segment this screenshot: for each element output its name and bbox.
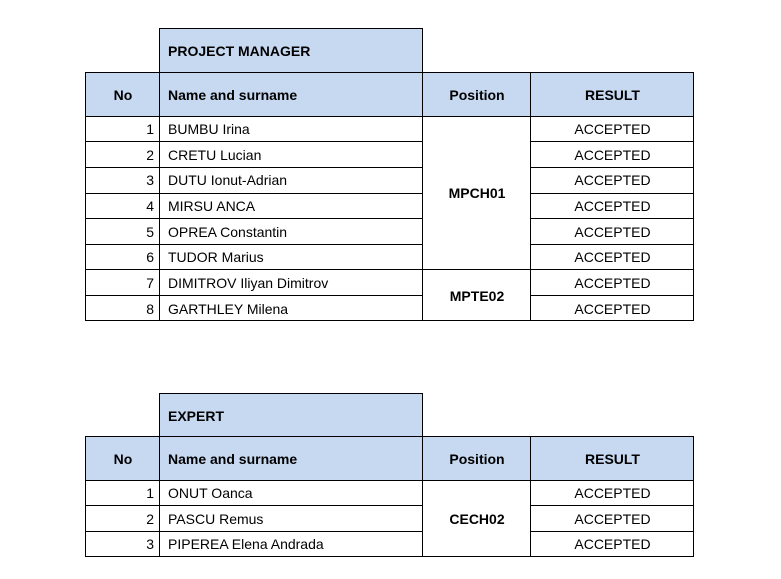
row-name: PIPEREA Elena Andrada xyxy=(168,536,324,552)
header-position: Position xyxy=(423,437,531,480)
grid-line xyxy=(422,28,423,73)
grid-line xyxy=(86,141,423,142)
grid-line xyxy=(530,72,531,321)
row-no: 2 xyxy=(146,146,154,163)
position-code: CECH02 xyxy=(449,510,505,527)
row-name: TUDOR Marius xyxy=(168,249,264,265)
row-result: ACCEPTED xyxy=(574,249,651,265)
grid-line xyxy=(422,436,423,557)
grid-line xyxy=(86,531,423,532)
grid-line xyxy=(530,436,531,557)
grid-line xyxy=(86,244,423,245)
header-name: Name and surname xyxy=(160,437,423,480)
row-name: CRETU Lucian xyxy=(168,146,262,163)
row-name: OPREA Constantin xyxy=(168,223,288,240)
grid-line xyxy=(86,116,694,117)
table-title: EXPERT xyxy=(160,394,423,437)
grid-line xyxy=(422,72,423,321)
row-name: GARTHLEY Milena xyxy=(168,300,289,317)
grid-line xyxy=(693,436,694,557)
row-result: ACCEPTED xyxy=(574,510,651,527)
row-name: DUTU Ionut-Adrian xyxy=(168,172,288,188)
grid-line xyxy=(422,393,423,437)
grid-line xyxy=(531,167,694,168)
grid-line xyxy=(693,72,694,321)
grid-line xyxy=(86,556,694,557)
row-result: ACCEPTED xyxy=(574,275,651,291)
grid-line xyxy=(531,531,694,532)
header-position: Position xyxy=(423,73,531,116)
row-result: ACCEPTED xyxy=(574,536,651,552)
row-no: 3 xyxy=(146,172,154,188)
grid-line xyxy=(86,320,694,321)
table-title: PROJECT MANAGER xyxy=(160,29,423,72)
grid-line xyxy=(86,218,423,219)
grid-line xyxy=(86,295,423,296)
row-no: 5 xyxy=(146,223,154,240)
row-name: ONUT Oanca xyxy=(168,485,253,501)
row-result: ACCEPTED xyxy=(574,172,651,188)
row-name: PASCU Remus xyxy=(168,510,264,527)
row-result: ACCEPTED xyxy=(574,485,651,501)
grid-line xyxy=(531,141,694,142)
header-name: Name and surname xyxy=(160,73,423,116)
row-no: 7 xyxy=(146,275,154,291)
grid-line xyxy=(86,269,694,270)
grid-line xyxy=(86,436,694,437)
grid-line xyxy=(159,436,160,557)
row-no: 2 xyxy=(146,510,154,527)
header-no: No xyxy=(86,437,160,480)
position-code: MPTE02 xyxy=(449,287,505,304)
row-no: 1 xyxy=(146,121,154,137)
grid-line xyxy=(531,505,694,506)
grid-line xyxy=(86,505,423,506)
grid-line xyxy=(85,436,86,557)
position-code: MPCH01 xyxy=(448,185,506,201)
row-name: DIMITROV Iliyan Dimitrov xyxy=(168,275,329,291)
header-result: RESULT xyxy=(531,437,694,480)
row-no: 3 xyxy=(146,536,154,552)
row-result: ACCEPTED xyxy=(574,300,651,317)
header-result: RESULT xyxy=(531,73,694,116)
grid-line xyxy=(531,295,694,296)
row-result: ACCEPTED xyxy=(574,146,651,163)
grid-line xyxy=(159,28,423,29)
row-no: 1 xyxy=(146,485,154,501)
grid-line xyxy=(531,193,694,194)
grid-line xyxy=(159,72,160,321)
grid-line xyxy=(159,393,160,437)
row-result: ACCEPTED xyxy=(574,121,651,137)
grid-line xyxy=(85,72,86,321)
grid-line xyxy=(86,167,423,168)
row-result: ACCEPTED xyxy=(574,198,651,214)
header-no: No xyxy=(86,73,160,116)
grid-line xyxy=(531,244,694,245)
grid-line xyxy=(531,218,694,219)
row-no: 6 xyxy=(146,249,154,265)
row-name: BUMBU Irina xyxy=(168,121,250,137)
row-no: 8 xyxy=(146,300,154,317)
grid-line xyxy=(159,393,423,394)
grid-line xyxy=(86,193,423,194)
row-name: MIRSU ANCA xyxy=(168,198,256,214)
row-no: 4 xyxy=(146,198,154,214)
grid-line xyxy=(86,480,694,481)
grid-line xyxy=(159,28,160,73)
row-result: ACCEPTED xyxy=(574,223,651,240)
grid-line xyxy=(86,72,694,73)
